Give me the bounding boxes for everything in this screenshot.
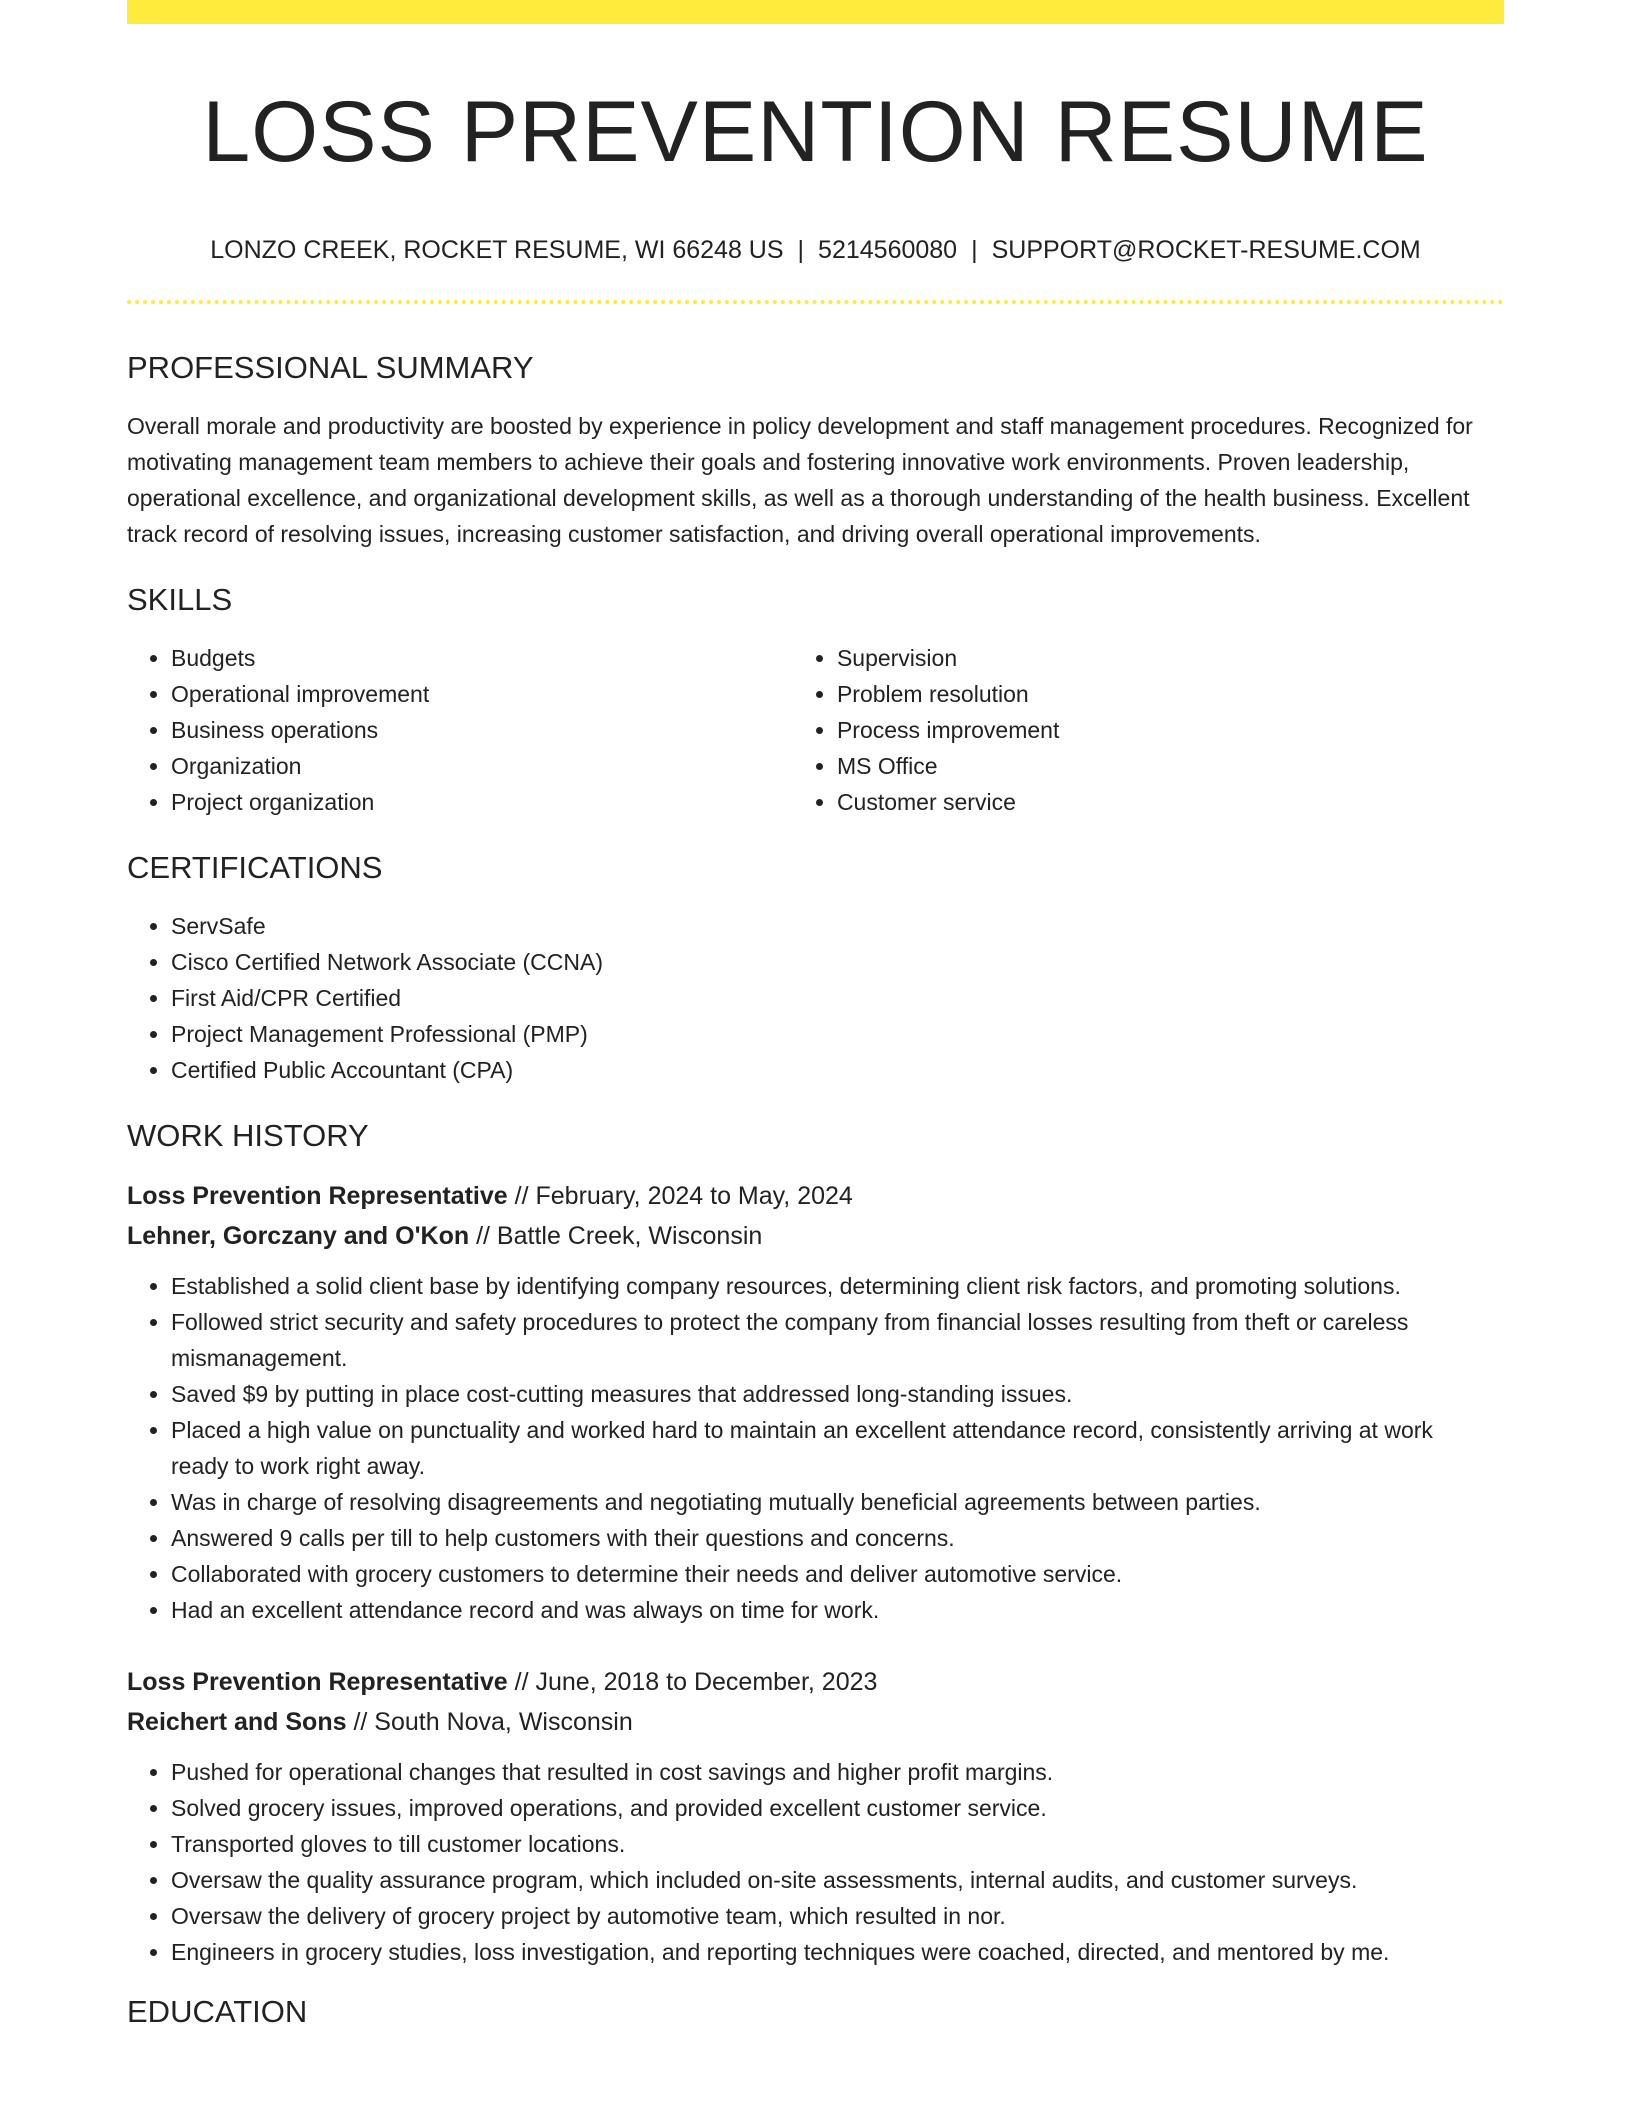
work-history-heading: WORK HISTORY: [127, 1118, 369, 1153]
work-history-section: [127, 1116, 1504, 1970]
skill-item: • Process improvement: [837, 712, 1504, 748]
skill-item: • Customer service: [837, 784, 1504, 820]
certification-item: • ServSafe: [171, 908, 1504, 944]
skills-grid: [127, 640, 1504, 820]
summary-section: [127, 348, 1504, 552]
contact-phone: 5214560080: [818, 236, 958, 264]
job-dates: // June, 2018 to December, 2023: [514, 1668, 878, 1696]
summary-heading: PROFESSIONAL SUMMARY: [127, 350, 534, 385]
skill-item: • Supervision: [837, 640, 1504, 676]
certification-item: • First Aid/CPR Certified: [171, 980, 1504, 1016]
job-title: Loss Prevention Representative: [127, 1182, 508, 1210]
job-bullet: • Transported gloves to till customer locations.: [171, 1826, 1504, 1862]
education-section: [127, 1992, 1504, 2032]
job-bullet: • Solved grocery issues, improved operations, and provided excellent customer service.: [171, 1790, 1504, 1826]
job-bullet: • Had an excellent attendance record and was always on time for work.: [171, 1592, 1504, 1628]
certifications-section: [127, 848, 1504, 1088]
job-bullet: • Collaborated with grocery customers to determine their needs and deliver automotive service.: [171, 1556, 1504, 1592]
job-company-line: [127, 1702, 1504, 1742]
skills-list-right: [793, 640, 1504, 820]
job-bullet: • Answered 9 calls per till to help customers with their questions and concerns.: [171, 1520, 1504, 1556]
skill-item: • Operational improvement: [171, 676, 793, 712]
contact-address: LONZO CREEK, ROCKET RESUME, WI 66248 US: [210, 236, 784, 264]
job-bullet: • Followed strict security and safety procedures to protect the company from financial losses resulting from theft or careless mismanagement.: [171, 1304, 1504, 1376]
summary-text: Overall morale and productivity are boosted by experience in policy development and staff management procedures. Recognized for motivating management team members to achieve their goals and fostering innovative work environments. Proven leadership, operational excellence, and organizational development skills, as well as a thorough understanding of the health business. Excellent track record of resolving issues, increasing customer satisfaction, and driving overall operational improvements.: [127, 413, 1473, 547]
job-entry: [127, 1176, 1504, 1628]
job-bullet: • Oversaw the delivery of grocery project by automotive team, which resulted in nor.: [171, 1898, 1504, 1934]
contact-line: [127, 234, 1504, 266]
skill-item: • Project organization: [171, 784, 793, 820]
job-title-line: [127, 1662, 1504, 1702]
job-dates: // February, 2024 to May, 2024: [514, 1182, 853, 1210]
contact-email: SUPPORT@ROCKET-RESUME.COM: [991, 236, 1421, 264]
job-bullets: [127, 1754, 1504, 1970]
education-heading: EDUCATION: [127, 1994, 308, 2029]
job-entry: [127, 1662, 1504, 1970]
skills-list-left: [127, 640, 793, 820]
job-company: Lehner, Gorczany and O'Kon: [127, 1222, 470, 1250]
skill-item: • Organization: [171, 748, 793, 784]
job-bullet: • Pushed for operational changes that resulted in cost savings and higher profit margins.: [171, 1754, 1504, 1790]
certification-item: • Certified Public Accountant (CPA): [171, 1052, 1504, 1088]
job-title: Loss Prevention Representative: [127, 1668, 508, 1696]
certifications-heading: CERTIFICATIONS: [127, 850, 383, 885]
resume-title: LOSS PREVENTION RESUME: [202, 84, 1429, 180]
job-bullet: • Established a solid client base by identifying company resources, determining client risk factors, and promoting solutions.: [171, 1268, 1504, 1304]
job-bullet: • Engineers in grocery studies, loss investigation, and reporting techniques were coached, directed, and mentored by me.: [171, 1934, 1504, 1970]
skill-item: • Budgets: [171, 640, 793, 676]
resume-page: [127, 0, 1504, 2032]
certification-item: • Project Management Professional (PMP): [171, 1016, 1504, 1052]
skills-heading: SKILLS: [127, 582, 233, 617]
job-company-line: [127, 1216, 1504, 1256]
contact-separator: |: [971, 236, 978, 264]
job-bullet: • Saved $9 by putting in place cost-cutting measures that addressed long-standing issues.: [171, 1376, 1504, 1412]
skill-item: • MS Office: [837, 748, 1504, 784]
job-location: // Battle Creek, Wisconsin: [476, 1222, 763, 1250]
certification-item: • Cisco Certified Network Associate (CCNA): [171, 944, 1504, 980]
job-location: // South Nova, Wisconsin: [353, 1708, 633, 1736]
job-company: Reichert and Sons: [127, 1708, 347, 1736]
job-title-line: [127, 1176, 1504, 1216]
certifications-list: [127, 908, 1504, 1088]
contact-separator: |: [797, 236, 805, 264]
skill-item: • Problem resolution: [837, 676, 1504, 712]
skills-section: [127, 580, 1504, 820]
job-bullets: [127, 1268, 1504, 1628]
job-bullet: • Oversaw the quality assurance program, which included on-site assessments, internal audits, and customer surveys.: [171, 1862, 1504, 1898]
dotted-divider: [127, 300, 1504, 304]
skill-item: • Business operations: [171, 712, 793, 748]
job-bullet: • Placed a high value on punctuality and worked hard to maintain an excellent attendance record, consistently arriving at work ready to work right away.: [171, 1412, 1504, 1484]
job-bullet: • Was in charge of resolving disagreements and negotiating mutually beneficial agreements between parties.: [171, 1484, 1504, 1520]
